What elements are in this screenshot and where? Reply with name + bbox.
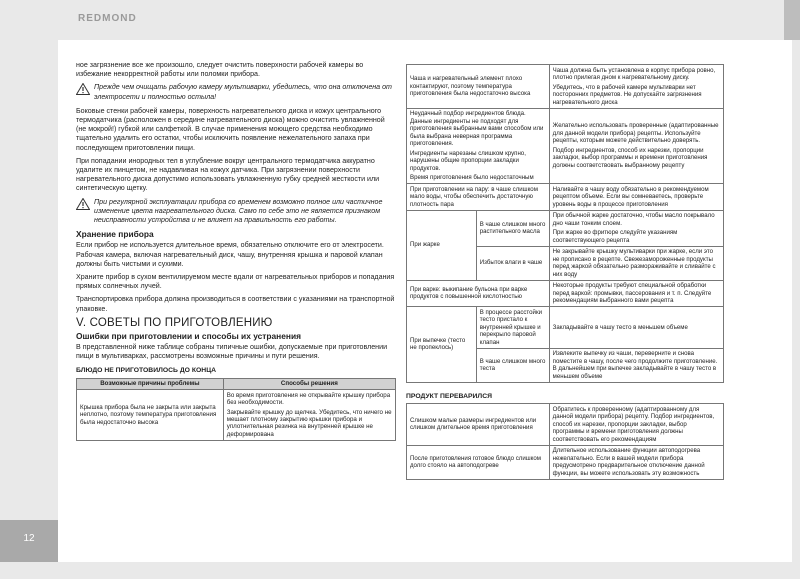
- warning-icon: [76, 198, 90, 210]
- page-number: 12: [23, 533, 35, 544]
- table-row: [77, 390, 396, 440]
- cell-text: Чаша должна быть установлена в корпус прибора ровно, плотно прилегая дном к нагревательному диску.: [552, 66, 716, 81]
- paragraph: Храните прибор в сухом вентилируемом месте вдали от нагревательных приборов и попадания прямых солнечных лучей.: [76, 273, 395, 291]
- warning-note: [76, 83, 396, 101]
- warning-text: При регулярной эксплуатации прибора со временем возможно полное или частичное изменение цвета нагревательного диска. Само по себе это не является признаком неисправности устройства и не влияет на правильность его работы.: [94, 197, 383, 225]
- table-cell: [549, 108, 723, 184]
- table-cell: В чаше слишком много теста: [476, 348, 549, 382]
- paragraph: В представленной ниже таблице собраны типичные ошибки, допускаемые при приготовлении пищи в мультиварках, рассмотрены возможные причины и пути решения.: [76, 343, 388, 361]
- cell-text: Во время приготовления не открывайте крышку прибора без необходимости.: [226, 391, 391, 407]
- left-column: [76, 61, 396, 441]
- table-row: [407, 307, 724, 349]
- table-cell: В чаше слишком много растительного масла: [476, 210, 549, 246]
- section-heading: V. СОВЕТЫ ПО ПРИГОТОВЛЕНИЮ: [76, 316, 273, 329]
- table-row: [407, 280, 724, 307]
- table-cell: Обратитесь к проверенному (адаптированному для данной модели прибора) рецепту. Подбор ингредиентов, способ их нарезки, пропорции закладки, выбор программы и времени приготовления должны соответствовать его рекомендациям: [549, 404, 723, 446]
- cell-text: Желательно использовать проверенные (адаптированные для данной модели прибора) рецепты. Используйте рецепты, которым можете действительно доверять.: [552, 122, 719, 145]
- cell-text: Подбор ингредиентов, способ их нарезки, пропорции закладки, выбор программы и времени приготовления должны соответствовать выбранному рецепту: [552, 146, 708, 169]
- table-cell: В процессе расстойки тесто пристало к внутренней крышке и перекрыло паровой клапан: [476, 307, 549, 349]
- table-cell: [549, 210, 723, 246]
- table-header: Возможные причины проблемы: [77, 378, 224, 389]
- table-row: [407, 108, 724, 184]
- table-cell: При приготовлении на пару: в чаше слишком мало воды, чтобы обеспечить достаточную плотность пара: [407, 184, 550, 211]
- cell-text: Неудачный подбор ингредиентов блюда. Данные ингредиенты не подходят для приготовления выбранным вами способом или была выбрана неверная программа приготовления.: [410, 110, 544, 147]
- left-margin: [0, 40, 58, 579]
- table-cell: При выпечке (тесто не пропеклось): [407, 307, 477, 383]
- overcooked-table: [406, 403, 724, 480]
- table-header: Способы решения: [223, 378, 395, 389]
- table-cell: При жарке: [407, 210, 477, 280]
- cell-text: Убедитесь, что в рабочей камере мультиварки нет посторонних предметов. Не допускайте загрязнения нагревательного диска: [552, 83, 702, 106]
- paragraph: ное загрязнение все же произошло, следует очистить поверхности рабочей камеры во избежание некорректной работы или поломки прибора.: [76, 61, 364, 79]
- cell-text: Ингредиенты нарезаны слишком крупно, нарушены общие пропорции закладки продуктов.: [410, 149, 526, 172]
- warning-text: Прежде чем очищать рабочую камеру мультиварки, убедитесь, что она отключена от электросети и полностью остыла!: [94, 83, 392, 101]
- storage-heading: Хранение прибора: [76, 229, 154, 240]
- cell-text: При обычной жарке достаточно, чтобы масло покрывало дно чаши тонким слоем.: [552, 212, 715, 227]
- table-cell: [549, 65, 723, 109]
- cell-text: При жарке во фритюре следуйте указаниям соответствующего рецепта: [552, 229, 678, 244]
- table-cell: [407, 108, 550, 184]
- table-cell: Наливайте в чашу воду обязательно в рекомендуемом рецептом объеме. Если вы сомневаетесь, проверьте уровень воды в процессе приготовления: [549, 184, 723, 211]
- table-cell: Избыток влаги в чаше: [476, 246, 549, 280]
- cell-text: Время приготовления было недостаточным: [410, 174, 534, 181]
- table-row: [407, 445, 724, 479]
- table-row: [407, 65, 724, 109]
- table-title: ПРОДУКТ ПЕРЕВАРИЛСЯ: [406, 392, 492, 400]
- table-row: [407, 404, 724, 446]
- table-cell: Некоторые продукты требуют специальной обработки перед варкой: промывки, пассерования и т. п. Следуйте рекомендациям выбранного вами рецепта: [549, 280, 723, 307]
- paragraph: Транспортировка прибора должна производиться в соответствии с указаниями на транспортной упаковке.: [76, 295, 395, 313]
- table-cell: Чаша и нагревательный элемент плохо контактируют, поэтому температура приготовления была недостаточно высока: [407, 65, 550, 109]
- table-title: БЛЮДО НЕ ПРИГОТОВИЛОСЬ ДО КОНЦА: [76, 366, 217, 374]
- corner-mark: [784, 0, 800, 40]
- table-row: [407, 184, 724, 211]
- warning-note: [76, 198, 396, 226]
- table-cell: Извлеките выпечку из чаши, переверните и снова поместите в чашу, после чего продолжите приготовление. В дальнейшем при выпечке закладывайте в чашу тесто в меньшем объеме: [549, 348, 723, 382]
- paragraph: Если прибор не используется длительное время, обязательно отключите его от электросети. Рабочая камера, включая нагревательный диск, чашу, внутренняя крышка и паровой клапан должны быть чистыми и сухими.: [76, 241, 384, 268]
- bottom-bar: [0, 562, 800, 579]
- troubleshooting-table-cont: [406, 64, 724, 383]
- table-cell: Крышка прибора была не закрыта или закрыта неплотно, поэтому температура приготовления была недостаточно высока: [77, 390, 224, 440]
- table-cell: Закладывайте в чашу тесто в меньшем объеме: [549, 307, 723, 349]
- table-cell: После приготовления готовое блюдо слишком долго стояло на автоподогреве: [407, 445, 550, 479]
- paragraph: При попадании инородных тел в углубление вокруг центрального термодатчика аккуратно удалите их пинцетом, не надавливая на кожух датчика. При загрязнении поверхности нагревательного диска допустимо использовать увлажненную губку средней жесткости или синтетическую щетку.: [76, 156, 380, 193]
- brand-logo: REDMOND: [78, 13, 137, 24]
- table-cell: Слишком малые размеры ингредиентов или слишком длительное время приготовления: [407, 404, 550, 446]
- troubleshooting-table: [76, 378, 396, 441]
- right-column: [406, 64, 724, 480]
- table-cell: [223, 390, 395, 440]
- warning-icon: [76, 83, 90, 95]
- table-cell: Длительное использование функции автоподогрева нежелательно. Если в вашей модели прибора предусмотрено предварительное отключение данной функции, вы можете использовать эту возможность: [549, 445, 723, 479]
- paragraph: Боковые стенки рабочей камеры, поверхность нагревательного диска и кожух центрального термодатчика (расположен в середине нагревательного диска) можно очистить увлажненной (не мокрой!) губкой или салфеткой. В случае применения моющего средства необходимо тщательно удалить его остатки, чтобы исключить появление нежелательного запаха при последующем приготовлении пищи.: [76, 106, 385, 152]
- errors-heading: Ошибки при приготовлении и способы их устранения: [76, 331, 301, 342]
- cell-text: Закрывайте крышку до щелчка. Убедитесь, что ничего не мешает плотному закрытию крышки прибора и уплотнительная резинка на внутренней крышке не деформирована: [226, 408, 392, 438]
- table-cell: Не закрывайте крышку мультиварки при жарке, если это не прописано в рецепте. Свежезамороженные продукты перед жаркой обязательно размораживайте и сливайте с них воду: [549, 246, 723, 280]
- table-row: [407, 210, 724, 246]
- table-cell: При варке: выкипание бульона при варке продуктов с повышенной кислотностью: [407, 280, 550, 307]
- right-margin: [792, 40, 800, 579]
